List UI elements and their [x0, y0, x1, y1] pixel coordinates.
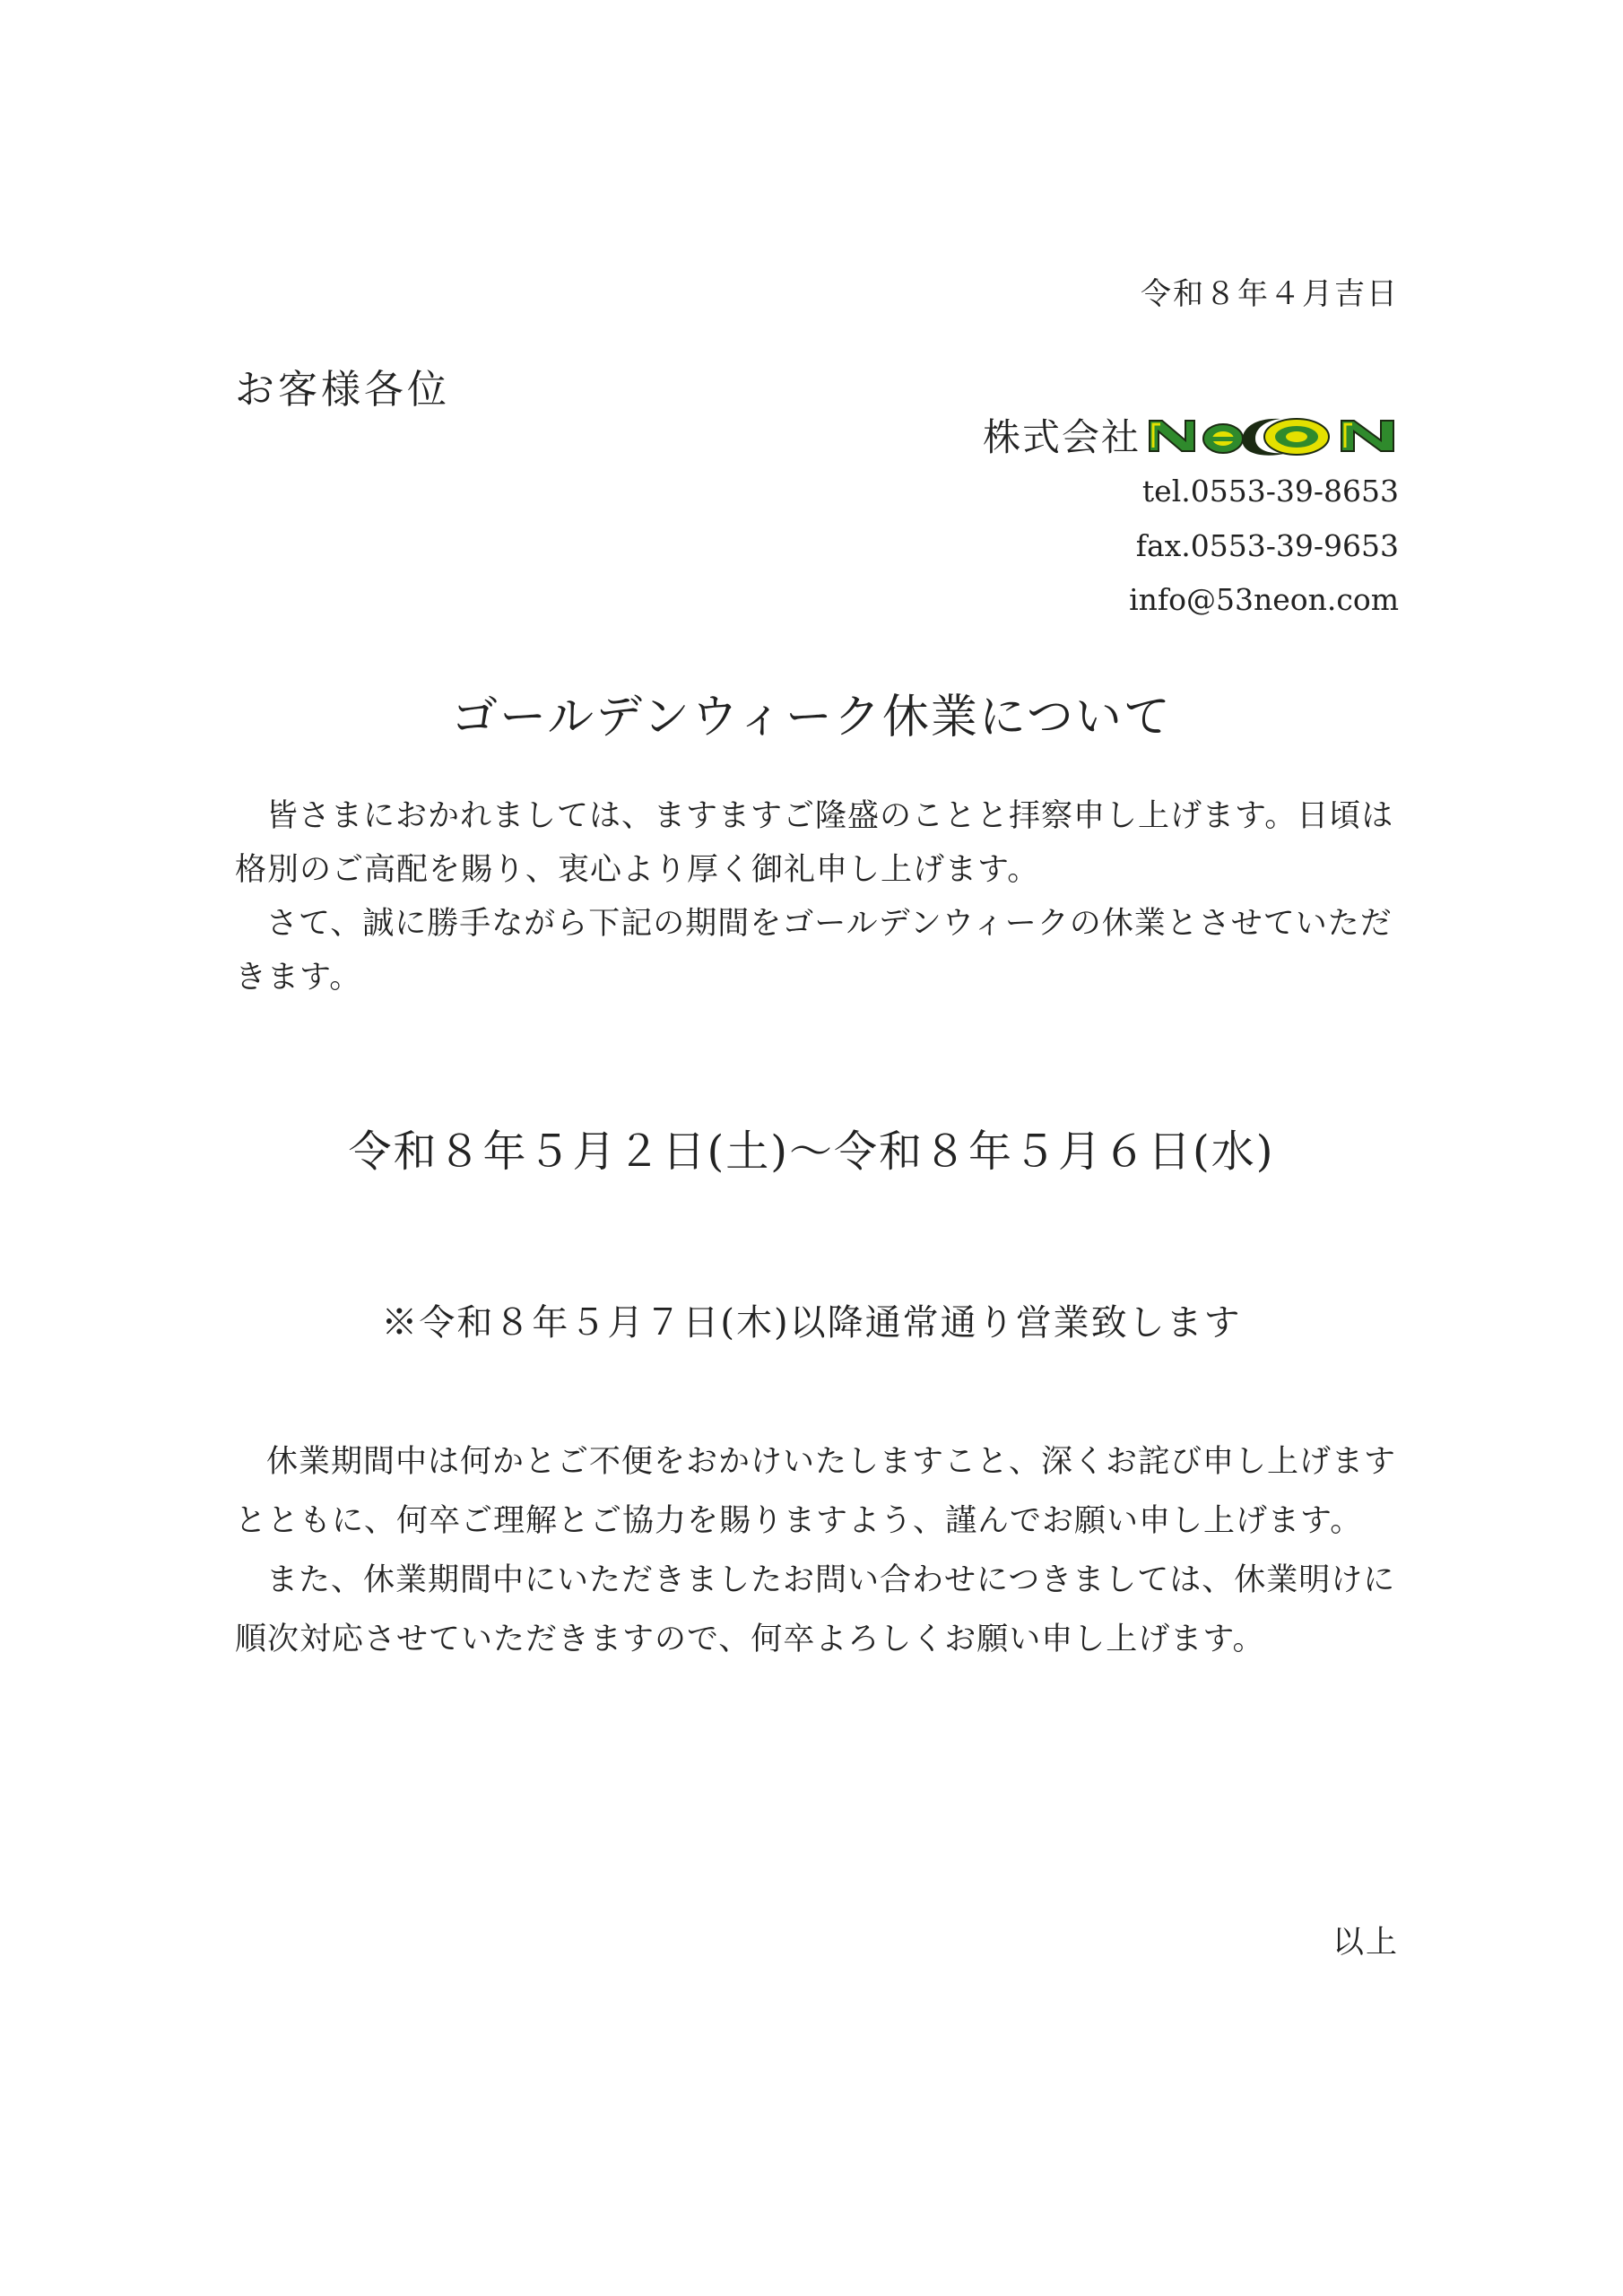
company-name: 株式会社	[982, 415, 1141, 459]
closing-section	[235, 1432, 1401, 1669]
email-address: info@53neon.com	[1129, 582, 1399, 617]
intro-paragraph-2: さて、誠に勝手ながら下記の期間をゴールデンウィークの休業とさせていただきます。	[235, 906, 1393, 996]
closing-paragraph-1: 休業期間中は何かとご不便をおかけいたしますこと、深くお詫び申し上げますとともに、何卒ご理解とご協力を賜りますよう、謹んでお願い申し上げます。	[235, 1444, 1397, 1539]
neon-logo	[1146, 412, 1399, 458]
intro-section	[235, 789, 1401, 1004]
recipient-salutation: お客様各位	[235, 367, 450, 413]
intro-paragraph-1: 皆さまにおかれましては、ますますご隆盛のことと拝察申し上げます。日頃は格別のご高配を賜り、衷心より厚く御礼申し上げます。	[235, 798, 1394, 888]
issue-date: 令和８年４月吉日	[1141, 276, 1399, 312]
resume-notice: ※令和８年５月７日(木)以降通常通り営業致します	[381, 1302, 1242, 1344]
notice-title: ゴールデンウィーク休業について	[451, 691, 1172, 744]
closing-paragraph-2: また、休業期間中にいただきましたお問い合わせにつきましては、休業明けに順次対応させていただきますので、何卒よろしくお願い申し上げます。	[235, 1562, 1396, 1657]
holiday-period: 令和８年５月２日(土)～令和８年５月６日(水)	[348, 1126, 1275, 1177]
company-signature	[983, 408, 1399, 462]
fax-number: fax.0553-39-9653	[1135, 528, 1399, 563]
phone-number: tel.0553-39-8653	[1141, 474, 1399, 509]
closing-word: 以上	[1332, 1925, 1399, 1961]
